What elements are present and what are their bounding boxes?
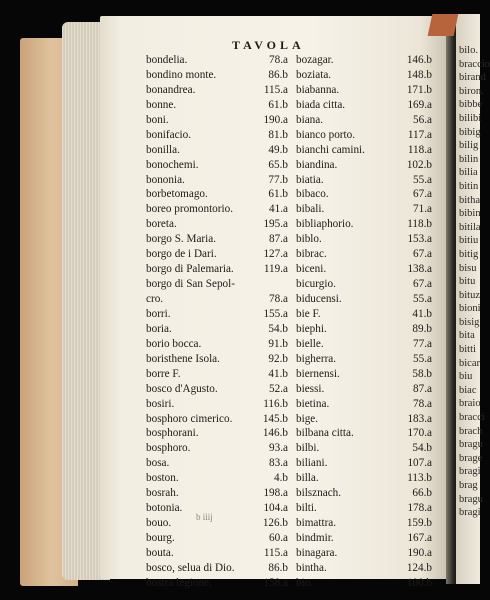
index-term: biatia. xyxy=(296,173,324,186)
index-page-ref: 92.b xyxy=(268,352,288,365)
index-term: bielle. xyxy=(296,337,324,350)
index-page-ref: 126.b xyxy=(262,517,288,530)
index-page-ref xyxy=(284,277,288,292)
index-term: bononia. xyxy=(146,173,185,186)
index-entry xyxy=(146,471,288,486)
index-page-ref: 87.a xyxy=(413,382,432,395)
index-term: boria. xyxy=(146,322,172,335)
index-term: borgo de i Dari. xyxy=(146,248,217,261)
index-entry xyxy=(146,367,288,382)
facing-page-fragment: biron. xyxy=(459,85,484,97)
index-entry xyxy=(296,292,432,307)
index-term: bozagar. xyxy=(296,54,334,66)
index-page-ref: 52.a xyxy=(269,382,288,395)
facing-page-fragment: bitiu xyxy=(459,235,479,247)
index-page-ref: 89.b xyxy=(412,322,432,335)
index-page-ref: 93.a xyxy=(269,442,288,455)
index-term: boni. xyxy=(146,113,169,126)
index-page-ref: 117.a xyxy=(407,128,432,141)
index-term: binagara. xyxy=(296,546,338,559)
index-page-ref: 159.b xyxy=(406,517,432,530)
index-entry xyxy=(146,546,288,561)
index-page-ref: 54.b xyxy=(268,322,288,335)
index-term: bilti. xyxy=(296,502,317,515)
index-entry xyxy=(146,576,288,591)
index-entry xyxy=(296,352,432,367)
index-entry xyxy=(146,68,288,83)
index-page-ref: 78.a xyxy=(269,54,288,66)
index-entry xyxy=(146,187,288,202)
facing-page-fragment: bragi xyxy=(459,466,481,478)
index-entry xyxy=(296,382,432,397)
index-page-ref: 86.b xyxy=(268,68,288,81)
index-term: borgo S. Maria. xyxy=(146,233,217,246)
index-page-ref: 190.a xyxy=(407,546,432,559)
facing-page-fragment: bicar xyxy=(459,357,480,369)
facing-page-fragment: bitu xyxy=(459,276,476,288)
index-term: bicurgio. xyxy=(296,278,336,291)
index-entry xyxy=(146,516,288,531)
index-entry xyxy=(146,277,288,292)
index-page-ref: 169.a xyxy=(407,98,432,111)
facing-page-fragment: bisig xyxy=(459,316,480,328)
facing-page-fragment: bibbe xyxy=(459,99,483,111)
index-entry xyxy=(146,456,288,471)
index-term: biessi. xyxy=(296,382,325,395)
index-entry xyxy=(146,397,288,412)
index-term: biliani. xyxy=(296,457,328,470)
index-entry xyxy=(146,412,288,427)
facing-page-fragment: birand xyxy=(459,72,486,84)
index-term: bostra legione. xyxy=(146,576,212,589)
index-term: bonochemi. xyxy=(146,158,199,171)
index-page-ref: 113.b xyxy=(407,472,432,485)
index-term: biada citta. xyxy=(296,98,346,111)
index-term: boreo promontorio. xyxy=(146,203,233,216)
index-term: bianchi camini. xyxy=(296,143,365,156)
index-entry xyxy=(296,68,432,83)
index-page-ref: 91.b xyxy=(268,337,288,350)
index-page-ref: 158.a xyxy=(263,576,288,589)
facing-page-fragment: biu xyxy=(459,371,473,383)
facing-page-fragment: brage xyxy=(459,452,483,464)
index-page-ref: 145.b xyxy=(262,412,288,425)
index-term: boreta. xyxy=(146,218,177,231)
index-term: borio bocca. xyxy=(146,337,202,350)
facing-page-text xyxy=(456,14,490,520)
index-entry xyxy=(146,426,288,441)
index-term: bibaco. xyxy=(296,188,329,201)
index-term: bosiri. xyxy=(146,397,175,410)
index-term: bondino monte. xyxy=(146,68,217,81)
index-page-ref: 60.a xyxy=(269,532,288,544)
index-entry xyxy=(146,143,288,158)
index-entry xyxy=(296,486,432,501)
index-entry xyxy=(296,187,432,202)
index-entry xyxy=(146,337,288,352)
index-page-ref: 178.a xyxy=(407,502,432,515)
index-term: bibrac. xyxy=(296,248,327,261)
index-term: borbetomago. xyxy=(146,188,208,201)
index-term: bonne. xyxy=(146,98,177,111)
index-page-ref: 102.b xyxy=(406,158,432,171)
index-term: bibliaphorio. xyxy=(296,218,354,231)
facing-page-fragment: bilibi xyxy=(459,112,482,124)
index-entry xyxy=(146,98,288,113)
index-term: bondelia. xyxy=(146,54,188,66)
facing-page-fragment: bragu xyxy=(459,439,483,451)
index-page-ref: 155.a xyxy=(263,307,288,320)
index-entry xyxy=(146,247,288,262)
index-page-ref: 61.b xyxy=(268,98,288,111)
index-entry xyxy=(296,456,432,471)
index-entry xyxy=(296,173,432,188)
facing-page-fragment: bragi xyxy=(459,507,481,519)
index-entry xyxy=(296,576,432,591)
index-term: bosphoro. xyxy=(146,442,191,455)
index-term: bietina. xyxy=(296,397,330,410)
index-page-ref: 138.a xyxy=(407,263,432,276)
index-entry xyxy=(146,307,288,322)
index-entry xyxy=(146,501,288,516)
index-term: bouta. xyxy=(146,546,174,559)
index-entry xyxy=(296,412,432,427)
index-term: borgo di San Sepol- xyxy=(146,278,235,291)
index-term: bosphoro cimerico. xyxy=(146,412,233,425)
index-term: boziata. xyxy=(296,68,332,81)
facing-page-fragment: bilin xyxy=(459,153,479,165)
index-entry xyxy=(296,98,432,113)
index-term: biabanna. xyxy=(296,83,340,96)
index-term: biducensi. xyxy=(296,293,342,305)
signature-mark: b iiij xyxy=(196,512,213,522)
facing-page-fragment: brag xyxy=(459,480,478,491)
index-entry xyxy=(296,561,432,576)
index-term: bibali. xyxy=(296,203,325,216)
book-cover-corner xyxy=(428,14,459,36)
index-entry xyxy=(296,367,432,382)
facing-page-fragment: bragu xyxy=(459,493,483,505)
index-entry xyxy=(296,397,432,412)
index-term: boristhene Isola. xyxy=(146,352,220,365)
index-page-ref: 66.b xyxy=(412,487,432,500)
index-page-ref: 115.a xyxy=(263,83,288,96)
facing-page-fragment: bita xyxy=(459,330,475,342)
facing-page-edge xyxy=(456,14,490,584)
index-term: bilbana citta. xyxy=(296,427,354,440)
index-page-ref: 77.b xyxy=(268,173,288,186)
index-column-right xyxy=(296,53,432,591)
index-term: borri. xyxy=(146,307,171,320)
facing-page-fragment: bituz xyxy=(459,289,480,301)
index-page-ref: 81.b xyxy=(268,128,288,141)
facing-page-fragment: bilia xyxy=(459,167,478,179)
facing-page-fragment: bisu xyxy=(459,262,477,274)
index-page-ref: 41.b xyxy=(268,367,288,380)
page-header: TAVOLA xyxy=(232,38,305,52)
index-page-ref: 67.a xyxy=(413,188,432,201)
index-entry xyxy=(146,292,288,307)
index-term: biblo. xyxy=(296,233,322,246)
index-term: bianco porto. xyxy=(296,128,356,141)
index-entry xyxy=(146,113,288,128)
index-term: bie F. xyxy=(296,307,321,320)
index-entry xyxy=(296,158,432,173)
index-entry xyxy=(296,426,432,441)
index-page-ref: 127.a xyxy=(263,248,288,261)
index-entry xyxy=(146,83,288,98)
index-entry xyxy=(296,337,432,352)
index-entry xyxy=(296,441,432,456)
index-entry xyxy=(146,531,288,546)
index-term: bosa. xyxy=(146,457,170,470)
index-entry xyxy=(296,531,432,546)
index-page-ref: 100.b xyxy=(406,576,432,589)
index-page-ref: 118.a xyxy=(407,143,432,156)
index-page-ref: 65.b xyxy=(268,158,288,171)
index-page-ref: 104.a xyxy=(263,502,288,515)
index-term: bonifacio. xyxy=(146,128,192,141)
index-entry xyxy=(296,217,432,232)
index-page-ref: 83.a xyxy=(269,457,288,470)
facing-page-fragment: bitila xyxy=(459,221,481,233)
facing-page-fragment: bibin xyxy=(459,208,481,220)
index-term: bosrah. xyxy=(146,487,179,500)
index-entry xyxy=(146,322,288,337)
index-page-ref: 56.a xyxy=(413,113,432,126)
index-entry xyxy=(146,561,288,576)
facing-page-fragment: bracci xyxy=(459,412,485,424)
index-term: billa. xyxy=(296,472,319,485)
index-term: bindmir. xyxy=(296,532,334,544)
index-page-ref: 119.a xyxy=(263,263,288,276)
index-entry xyxy=(146,173,288,188)
facing-page-fragment: bioni xyxy=(459,303,481,315)
index-term: bosco d'Agusto. xyxy=(146,382,218,395)
index-page-ref: 190.a xyxy=(263,113,288,126)
index-term: bigherra. xyxy=(296,352,337,365)
index-entry xyxy=(146,486,288,501)
index-entry xyxy=(296,546,432,561)
index-page-ref: 153.a xyxy=(407,233,432,246)
index-term: bouo. xyxy=(146,517,172,530)
index-entry xyxy=(296,307,432,322)
facing-page-fragment: bilig xyxy=(459,140,479,152)
index-page-ref: 124.b xyxy=(406,561,432,574)
index-page-ref: 55.a xyxy=(413,173,432,186)
facing-page-fragment: bitha xyxy=(459,194,480,206)
facing-page-fragment: bitig xyxy=(459,248,479,260)
index-page-ref: 148.b xyxy=(406,68,432,81)
index-page-ref: 170.a xyxy=(407,427,432,440)
index-page-ref: 58.b xyxy=(412,367,432,380)
facing-page-fragment: bitin xyxy=(459,180,479,192)
index-term: botonia. xyxy=(146,502,183,515)
index-entry xyxy=(146,232,288,247)
index-term: borre F. xyxy=(146,367,181,380)
index-page-ref: 41.a xyxy=(269,203,288,216)
index-term: cro. xyxy=(146,293,164,305)
index-page-ref: 198.a xyxy=(263,487,288,500)
index-entry xyxy=(146,262,288,277)
index-entry xyxy=(296,277,432,292)
facing-page-fragment: brach xyxy=(459,425,483,437)
index-page-ref: 77.a xyxy=(413,337,432,350)
index-term: bige. xyxy=(296,412,319,425)
index-term: biephi. xyxy=(296,322,327,335)
index-page-ref: 67.a xyxy=(413,278,432,291)
index-term: bio. xyxy=(296,576,314,589)
index-entry xyxy=(296,262,432,277)
index-column-left xyxy=(146,53,288,591)
index-term: biernensi. xyxy=(296,367,340,380)
index-entry xyxy=(146,158,288,173)
index-page-ref: 78.a xyxy=(413,397,432,410)
facing-page-fragment: braio xyxy=(459,398,481,410)
index-entry xyxy=(146,202,288,217)
index-page-ref: 41.b xyxy=(412,307,432,320)
index-page-ref: 71.a xyxy=(413,203,432,216)
index-term: bosphorani. xyxy=(146,427,199,440)
index-page-ref: 54.b xyxy=(412,442,432,455)
index-page-ref: 86.b xyxy=(268,561,288,574)
facing-page-fragment: bilo. xyxy=(459,45,478,56)
index-term: bosco, selua di Dio. xyxy=(146,561,235,574)
index-term: bilbi. xyxy=(296,442,320,455)
index-entry xyxy=(296,83,432,98)
index-term: biana. xyxy=(296,113,324,126)
index-page-ref: 87.a xyxy=(269,233,288,246)
index-page-ref: 146.b xyxy=(262,427,288,440)
index-page-ref: 55.a xyxy=(413,352,432,365)
index-entry xyxy=(296,202,432,217)
index-entry xyxy=(296,128,432,143)
index-entry xyxy=(146,352,288,367)
index-page-ref: 67.a xyxy=(413,248,432,261)
index-entry xyxy=(146,382,288,397)
facing-page-fragment: bibig xyxy=(459,126,481,138)
index-entry xyxy=(146,53,288,68)
index-entry xyxy=(296,143,432,158)
facing-page-fragment: braccio xyxy=(459,58,490,70)
facing-page-fragment: biac xyxy=(459,384,477,396)
index-term: bintha. xyxy=(296,561,327,574)
index-page-ref: 118.b xyxy=(407,218,432,231)
index-page-ref: 195.a xyxy=(263,218,288,231)
index-term: bimattra. xyxy=(296,517,337,530)
index-page-ref: 167.a xyxy=(407,532,432,544)
index-term: bonilla. xyxy=(146,143,180,156)
index-term: bourg. xyxy=(146,532,175,544)
index-term: biceni. xyxy=(296,263,327,276)
index-term: borgo di Palemaria. xyxy=(146,263,234,276)
index-entry xyxy=(296,501,432,516)
index-entry xyxy=(146,217,288,232)
index-page-ref: 61.b xyxy=(268,188,288,201)
index-term: bonandrea. xyxy=(146,83,196,96)
index-page-ref: 146.b xyxy=(406,54,432,66)
index-entry xyxy=(146,128,288,143)
index-page-ref: 107.a xyxy=(407,457,432,470)
index-page-ref: 55.a xyxy=(413,293,432,305)
index-term: bilsznach. xyxy=(296,487,342,500)
index-entry xyxy=(296,471,432,486)
facing-page-fragment: bitti xyxy=(459,344,476,356)
index-term: boston. xyxy=(146,472,179,485)
index-term: biandina. xyxy=(296,158,338,171)
index-page-ref: 116.b xyxy=(263,397,288,410)
index-entry xyxy=(296,322,432,337)
index-page-ref: 4.b xyxy=(274,472,288,485)
index-entry xyxy=(146,441,288,456)
index-page-ref: 171.b xyxy=(406,83,432,96)
index-entry xyxy=(296,516,432,531)
index-page-ref: 49.b xyxy=(268,143,288,156)
index-entry xyxy=(296,232,432,247)
index-page-ref: 115.a xyxy=(263,546,288,559)
index-page-ref: 78.a xyxy=(269,293,288,305)
index-entry xyxy=(296,53,432,68)
index-entry xyxy=(296,113,432,128)
index-page-ref: 183.a xyxy=(407,412,432,425)
index-entry xyxy=(296,247,432,262)
